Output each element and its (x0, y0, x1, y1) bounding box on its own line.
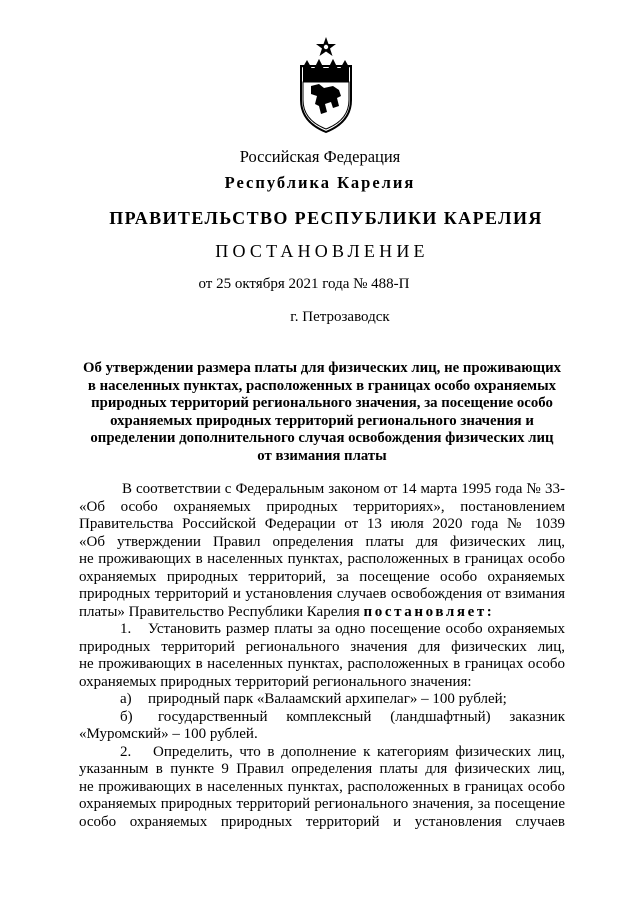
item-2-first-line (79, 744, 565, 762)
body-line: указанным в пункте 9 Правил определения платы для физических лиц, (79, 761, 565, 777)
body-line: «Муромский» – 100 рублей. (79, 726, 258, 742)
body-line: особо охраняемых природных территорий и установления случаев (79, 813, 565, 830)
sub-item-letter: б) (120, 708, 133, 725)
body-line: В соответствии с Федеральным законом от 14 марта 1995 года № 33- (122, 481, 565, 497)
body-line: не проживающих в населенных пунктах, расположенных в границах особо (79, 656, 565, 672)
sub-item-a (79, 691, 565, 709)
item-number: 1. (120, 621, 132, 637)
title-line: охраняемых природных территорий регионального значения и (110, 412, 534, 429)
title-line: Об утверждении размера платы для физических лиц, не проживающих (82, 360, 562, 376)
sub-item-b (79, 709, 565, 727)
sub-item-letter: а) (120, 691, 132, 707)
body-line: природных территорий и установления случаев освобождения от взимания (79, 586, 565, 602)
document-city: г. Петрозаводск (290, 309, 390, 325)
body-line (79, 604, 565, 622)
body-line: природных территорий регионального значения для физических лиц, (79, 638, 565, 655)
government-name: ПРАВИТЕЛЬСТВО РЕСПУБЛИКИ КАРЕЛИЯ (109, 208, 543, 228)
republic-name: Республика Карелия (224, 173, 416, 192)
body-line: «Об особо охраняемых природных территориях», постановлением (79, 498, 565, 515)
body-line: не проживающих в населенных пунктах, расположенных в границах особо (79, 551, 565, 567)
body-line: охраняемых природных территорий регионального значения, за посещение (79, 796, 565, 812)
item-text: Установить размер платы за одно посещение особо охраняемых (148, 621, 565, 637)
document-type: ПОСТАНОВЛЕНИЕ (215, 241, 429, 261)
body-line: охраняемых природных территорий, за посещение особо охраняемых (79, 568, 565, 585)
sub-item-text: государственный комплексный (ландшафтный) заказник (158, 708, 565, 725)
coat-of-arms-icon (297, 36, 355, 134)
resolution-keyword: постановляет: (363, 603, 495, 620)
title-line: в населенных пунктах, расположенных в границах особо охраняемых (87, 377, 557, 394)
body-line: «Об утверждении Правил определения платы для физических лиц, (79, 533, 565, 550)
body-line: охраняемых природных территорий регионального значения: (79, 673, 472, 690)
body-line: Правительства Российской Федерации от 13 июля 2020 года № 1039 (79, 516, 565, 532)
title-line: природных территорий регионального значения, за посещение особо (91, 395, 553, 411)
document-title (76, 360, 568, 465)
title-line: определении дополнительного случая освобождения физических лиц (90, 430, 554, 446)
country-name: Российская Федерация (239, 147, 401, 166)
body-line: не проживающих в населенных пунктах, расположенных в границах особо (79, 778, 565, 795)
item-number: 2. (120, 743, 132, 760)
preamble-last: платы» Правительство Республики Карелия (79, 603, 360, 620)
sub-item-text: природный парк «Валаамский архипелаг» – 100 рублей; (148, 691, 507, 707)
document-body (79, 481, 565, 831)
title-line: от взимания платы (257, 447, 387, 464)
item-1-first-line (79, 621, 565, 639)
item-text: Определить, что в дополнение к категориям физических лиц, (153, 743, 565, 760)
document-date: от 25 октября 2021 года № 488-П (198, 276, 410, 292)
